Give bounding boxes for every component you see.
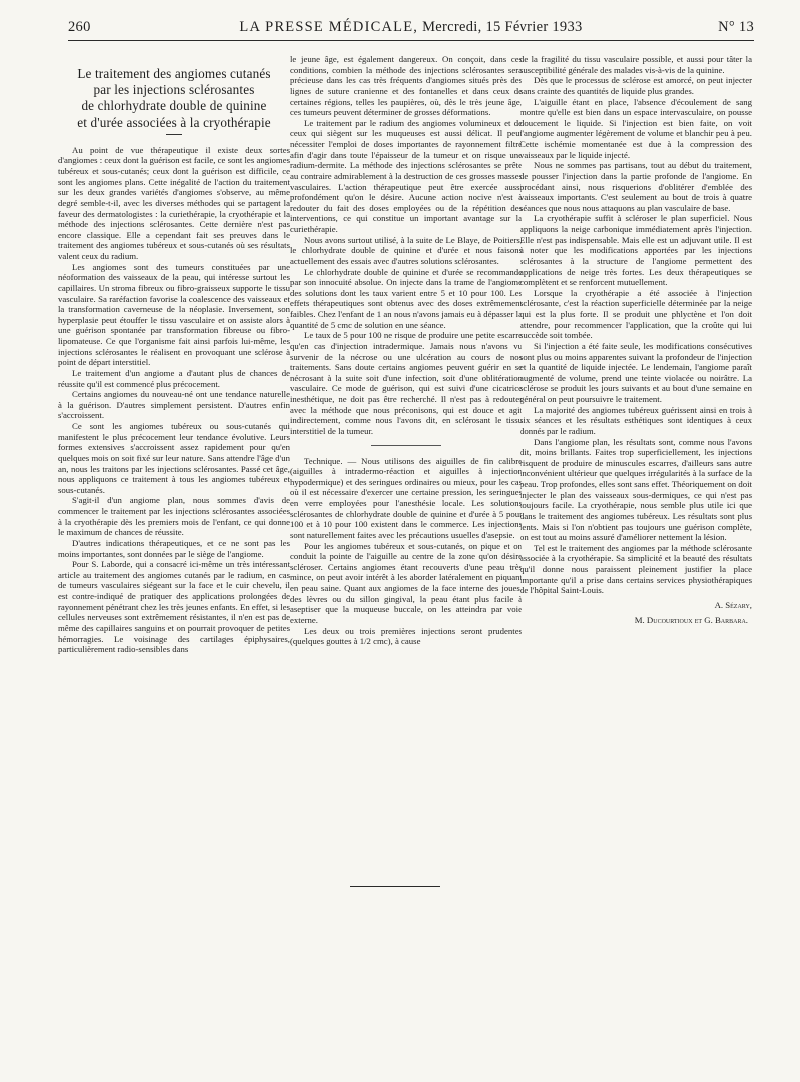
paragraph: le jeune âge, est également dangereux. On conçoit, dans ces conditions, combien la méthode des injections sclérosantes sera précieuse dans les cas très fréquents d'angiomes situés près des lignes de suture cranienne et des fontanelles et dans ceux de certaines régions, telles les paupières, où, dès le très jeune âge, ces tumeurs peuvent déterminer de grosses déformations. bbox=[290, 54, 522, 118]
paragraph: S'agit-il d'un angiome plan, nous sommes d'avis de commencer le traitement par les injections sclérosantes associées à la cryothérapie dès les premiers mois de l'enfant, ce qui donne le maximum de chances de réussite. bbox=[58, 495, 290, 538]
column-3 bbox=[520, 54, 752, 1054]
paragraph: Nous ne sommes pas partisans, tout au début du traitement, de pousser l'injection dans la partie profonde de l'angiome. En procédant ainsi, nous risquerions d'oblitérer d'emblée des vaisseaux importants. C'est seulement au bout de trois à quatre séances que nous nous attaquons au plan vasculaire de base. bbox=[520, 160, 752, 213]
section-divider bbox=[371, 445, 441, 446]
author-signature: A. Sézary, bbox=[714, 599, 752, 610]
page-header bbox=[68, 16, 754, 41]
paragraph: Pour S. Laborde, qui a consacré ici-même un très intéressant article au traitement des angiomes cutanés par le radium, en cas de tumeurs vasculaires siégeant sur la face et le cuir chevelu, il est contre-indiqué de pratiquer des applications prolongées de rayonnement pénétrant chez les très jeunes enfants. En effet, si les cellules nerveuses sont extrêmement résistantes, il n'en est pas de même des capillaires sanguins et on pourrait provoquer de petites hémorragies. Le voisinage des cartilages épiphysaires, particulièrement radio-sensibles dans bbox=[58, 559, 290, 655]
paragraph: Le traitement par le radium des angiomes volumineux et de ceux qui siègent sur les muqueuses est aussi délicat. Il peut nécessiter l'emploi de doses importantes de rayonnement filtré afin d'agir dans toute l'épaisseur de la tumeur et on risque une radium-dermite. La méthode des injections sclérosantes se prête au contraire admirablement à la destruction de ces grosses masses vasculaires. L'action thérapeutique peut être exercée aussi profondément qu'on le désire. Aucune action nocive n'est à redouter du fait des doses employées ou de la répétition des interventions, ce qui constitue un important avantage sur la curiethérapie. bbox=[290, 117, 522, 234]
paragraph: Les angiomes sont des tumeurs constituées par une néoformation des vaisseaux de la peau, qui intéresse surtout les capillaires. Un stroma fibreux ou fibro-graisseux supporte le tissu vasculaire. Sa raréfaction favorise la coalescence des vaisseaux et la transformation caverneuse de la néoplasie. Inversement, son hyperplasie peut étouffer le tissu vasculaire et on assiste alors à une guérison spontanée par transformation fibreuse ou fibro-lipomateuse. Ce que l'organisme fait ainsi parfois lui-même, les injections sclérosantes le réalisent en provoquant une sclérose à point de départ interstitiel. bbox=[58, 261, 290, 368]
title-line: Le traitement des angiomes cutanés bbox=[77, 66, 271, 81]
paragraph: Lorsque la cryothérapie a été associée à l'injection sclérosante, c'est la réaction superficielle déterminée par la neige qui est la plus forte. Il se produit une phlyctène et l'on doit attendre, pour recommencer l'application, que la croûte qui lui succède soit tombée. bbox=[520, 287, 752, 341]
paragraph: Dès que le processus de sclérose est amorcé, on peut injecter sans crainte des quantités de liquide plus grandes. bbox=[520, 75, 752, 96]
column-1 bbox=[58, 54, 290, 1054]
end-divider bbox=[350, 886, 440, 887]
page-number: 260 bbox=[68, 19, 91, 35]
paragraph: Nous avons surtout utilisé, à la suite de Le Blaye, de Poitiers, le chlorhydrate double de quinine et d'urée et nous faisons actuellement des essais avec d'autres solutions sclérosantes. bbox=[290, 234, 522, 266]
paragraph: Les deux ou trois premières injections seront prudentes (quelques gouttes à 1/2 cmc), à cause bbox=[290, 625, 522, 647]
paragraph: Si l'injection a été faite seule, les modifications consécutives sont plus ou moins apparentes suivant la profondeur de l'injection et la quantité de liquide injectée. Le lendemain, l'angiome paraît augmenté de volume, prend une teinte violacée ou noirâtre. La sclérose se produit les jours suivants et au bout d'une semaine en général on peut poursuivre le traitement. bbox=[520, 340, 752, 404]
paragraph: de la fragilité du tissu vasculaire possible, et aussi pour tâter la susceptibilité générale des malades vis-à-vis de la quinine. bbox=[520, 54, 752, 75]
column-2 bbox=[290, 54, 522, 1054]
title-divider bbox=[166, 134, 182, 135]
paragraph: Pour les angiomes tubéreux et sous-cutanés, on pique et on conduit la pointe de l'aiguille au centre de la zone qu'on désire scléroser. Certains angiomes étant recouverts d'une peau très mince, on peut avoir intérêt à les aborder latéralement en piquant en peau saine. Quant aux angiomes de la face interne des joues, des lèvres ou du sillon gingival, la peau étant plus facile à aseptiser que la muqueuse buccale, on les atteindra par voie externe. bbox=[290, 540, 522, 625]
paragraph: La cryothérapie suffit à scléroser le plan superficiel. Nous appliquons la neige carbonique immédiatement après l'injection. Elle n'est pas indispensable. Mais elle est un adjuvant utile. Il est à noter que les modifications apportées par les injections sclérosantes à la structure de l'angiome permettent des applications de neige très fortes. Les deux thérapeutiques se complètent et se renforcent mutuellement. bbox=[520, 213, 752, 288]
issue-number: N° 13 bbox=[718, 19, 754, 35]
paragraph: La majorité des angiomes tubéreux guérissent ainsi en trois à six séances et les résultats esthétiques sont identiques à ceux donnés par le radium. bbox=[520, 404, 752, 436]
paragraph: Le taux de 5 pour 100 ne risque de produire une petite escarre qu'en cas d'injection intradermique. Jamais nous n'avons vu survenir de la nécrose ou une ulcération au cours de nos traitements. Sans doute certains angiomes peuvent guérir en se nécrosant à la suite soit d'une infection, soit d'une oblitération vasculaire. Ce mode de guérison, qui est suivi d'une cicatrice inesthétique, ne doit pas être recherché. Il n'est pas à redouter avec la méthode que nous préconisons, qui est douce et agit indirectement, comme nous l'avons dit, en sclérosant le tissu interstitiel de la tumeur. bbox=[290, 330, 522, 436]
paragraph: Le traitement d'un angiome a d'autant plus de chances de réussite qu'il est commencé plus précocement. bbox=[58, 367, 290, 389]
journal-name: LA PRESSE MÉDICALE, bbox=[239, 19, 419, 35]
paragraph: Certains angiomes du nouveau-né ont une tendance naturelle à la guérison. D'autres simplement persistent. D'autres enfin s'accroissent. bbox=[58, 389, 290, 421]
paragraph: Au point de vue thérapeutique il existe deux sortes d'angiomes : ceux dont la guérison est facile, ce sont les angiomes tubéreux et sous-cutanés; ceux dont la guérison est difficile, ce sont les angiomes plans. Cette inégalité de l'action du traitement sur les deux grandes variétés d'angiomes s'observe, au même degré semble-t-il, avec les diverses méthodes qui se partagent la faveur des dermatologistes : la curiethérapie, la cryothérapie et la méthode des injections sclérosantes. Cette dernière n'est pas encore classique. Elle a cependant fait ses preuves dans le traitement des angiomes tubéreux et sous-cutanés où ses résultats valent ceux du radium. bbox=[58, 144, 290, 262]
title-line: de chlorhydrate double de quinine bbox=[81, 98, 267, 114]
title-line: et d'urée associées à la cryothérapie bbox=[77, 114, 271, 130]
paragraph: Dans l'angiome plan, les résultats sont, comme nous l'avons dit, moins brillants. Faites trop superficiellement, les injections risquent de produire de minuscules escarres, d'ailleurs sans autre inconvénient ultérieur que quelques irrégularités à la surface de la peau. Trop profondes, elles sont sans effet. Théoriquement on doit injecter le plan des vaisseaux sous-dermiques, ce qui n'est pas toujours facile. La cryothérapie, nous semble plus utile ici que dans le traitement des angiomes tubéreux. Les résultats sont plus lents. Mais si l'on n'obtient pas toujours une guérison complète, on est tout au moins assuré d'améliorer nettement la lésion. bbox=[520, 436, 752, 543]
article-title bbox=[58, 66, 290, 135]
issue-date: Mercredi, 15 Février 1933 bbox=[422, 19, 583, 35]
coauthor-signature: M. Ducourtioux et G. Barbara. bbox=[634, 614, 748, 625]
header-title bbox=[68, 19, 754, 36]
title-line: par les injections sclérosantes bbox=[93, 82, 255, 98]
paragraph: Ce sont les angiomes tubéreux ou sous-cutanés qui manifestent le plus précocement leur tendance évolutive. Leurs formes extensives s'accroissent assez rapidement pour qu'en quelques mois on soit fixé sur leur nature. Sans attendre l'âge d'un an, nous les traitons par les injections sclérosantes. Passé cet âge, nous appliquons ce traitement à tous les angiomes tubéreux et sous-cutanés. bbox=[58, 421, 290, 495]
paragraph: D'autres indications thérapeutiques, et ce ne sont pas les moins importantes, sont données par le siège de l'angiome. bbox=[58, 537, 290, 559]
paragraph: L'aiguille étant en place, l'absence d'écoulement de sang montre qu'elle est bien dans un espace intervasculaire, on pousse doucement le liquide. Si l'injection est bien faite, on voit l'angiome augmenter légèrement de volume et blanchir peu à peu. Cette ischémie momentanée est due à la compression des vaisseaux par le liquide injecté. bbox=[520, 96, 752, 160]
paragraph: Le chlorhydrate double de quinine et d'urée se recommande par son innocuité absolue. On injecte dans la trame de l'angiome des solutions dont les taux varient entre 5 et 10 pour 100. Les effets thérapeutiques sont obtenus avec des doses extrêmement faibles. Chez l'enfant de 1 an nous n'avons jamais eu à dépasser la quantité de 5 cmc de solution en une séance. bbox=[290, 266, 522, 330]
technique-paragraph: Technique. — Nous utilisons des aiguilles de fin calibre (aiguilles à intradermo-réaction et aiguilles à injection hypodermique) et des seringues ordinaires ou mieux, pour les cas où il est nécessaire d'exercer une certaine pression, les seringues en verre employées pour l'anesthésie locale. Les solutions sclérosantes de chlorhydrate double de quinine et d'urée à 5 pour 100 et à 10 pour 100 existent dans le commerce. Les injections sont naturellement faites avec les précautions usuelles d'asepsie. bbox=[290, 455, 522, 540]
paragraph: Tel est le traitement des angiomes par la méthode sclérosante associée à la cryothérapie. Sa simplicité et la beauté des résultats qu'il donne nous paraissent pleinement justifier la place importante qu'il a prise dans certains services physiothérapiques de l'hôpital Saint-Louis. bbox=[520, 542, 752, 596]
